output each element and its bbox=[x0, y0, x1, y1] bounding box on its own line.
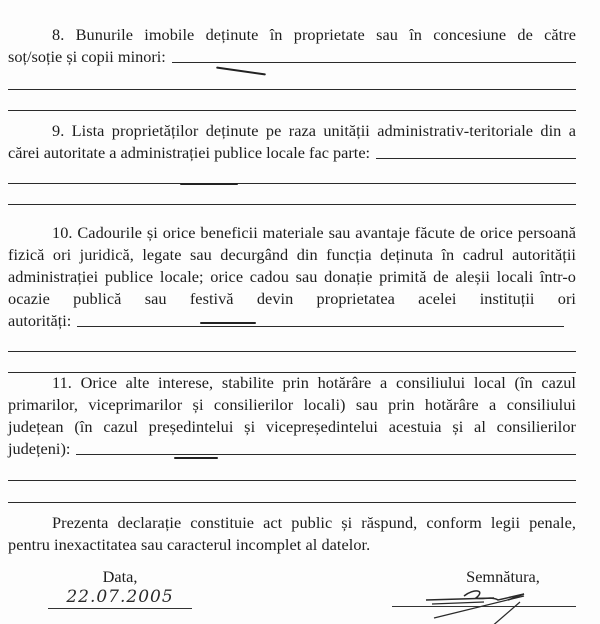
section-8-answer-line-2[interactable] bbox=[8, 89, 576, 90]
section-9-main-text: Lista proprietăților deținute pe raza unității administrativ-teritoriale din a bbox=[71, 121, 576, 140]
section-9-answer-line-1 bbox=[8, 142, 576, 164]
section-9-text bbox=[8, 120, 576, 142]
signature-block bbox=[404, 566, 582, 607]
section-8-answer-line-3[interactable] bbox=[8, 110, 576, 111]
pen-dash-mark bbox=[180, 183, 238, 185]
section-11-text bbox=[8, 372, 576, 438]
section-8-label: soț/soție și copii minori: bbox=[8, 47, 166, 66]
section-9-answer-line-3[interactable] bbox=[8, 204, 576, 205]
date-value-handwritten: 22.07.2005 bbox=[66, 587, 174, 607]
section-10-text bbox=[8, 222, 576, 310]
section-8-main-text: Bunurile imobile deținute în proprietate sau în concesiune de către bbox=[75, 25, 576, 44]
date-label: Data, bbox=[102, 567, 138, 586]
section-10-answer-line-1 bbox=[8, 310, 576, 332]
signature-field[interactable] bbox=[392, 590, 576, 607]
section-9-answer-field[interactable] bbox=[376, 158, 576, 159]
section-9-label: cărei autoritate a administrației publice locale fac parte: bbox=[8, 143, 371, 162]
section-10-answer-line-2[interactable] bbox=[8, 351, 576, 352]
pen-dash-mark bbox=[200, 322, 256, 324]
date-block bbox=[48, 566, 192, 609]
section-10-answer-field[interactable] bbox=[77, 326, 564, 327]
closing-statement-text: Prezenta declarație constituie act public și răspund, conform legii penale, pentru inexactitatea sau caracterul incomplet al datelor. bbox=[8, 513, 576, 554]
section-8-answer-line-1 bbox=[8, 46, 576, 68]
section-11-answer-line-2[interactable] bbox=[8, 480, 576, 481]
section-11-answer-field[interactable] bbox=[76, 454, 576, 455]
section-11-answer-line-3[interactable] bbox=[8, 502, 576, 503]
section-10-number: 10. bbox=[52, 223, 73, 242]
section-8 bbox=[8, 24, 576, 111]
section-9-answer-line-2[interactable] bbox=[8, 183, 576, 184]
section-11-number: 11. bbox=[52, 373, 72, 392]
section-10-label: autorități: bbox=[8, 311, 72, 330]
section-11-label: județeni): bbox=[8, 439, 71, 458]
section-11 bbox=[8, 372, 576, 503]
handwritten-signature-icon bbox=[424, 584, 564, 624]
section-11-answer-line-1 bbox=[8, 438, 576, 460]
section-10 bbox=[8, 222, 576, 373]
closing-statement bbox=[8, 512, 576, 556]
date-field[interactable] bbox=[48, 586, 192, 609]
section-8-text bbox=[8, 24, 576, 46]
section-11-main-text: Orice alte interese, stabilite prin hotărâre a consiliului local (în cazul primarilor, viceprimarilor și consilierilor locali) sau prin hotărâre a consiliului județean (în cazul președintelui și vicepreședintelui acestuia și al consilierilor bbox=[8, 373, 576, 436]
section-8-answer-field[interactable] bbox=[172, 62, 576, 63]
section-9-number: 9. bbox=[52, 121, 65, 140]
section-10-main-text: Cadourile și orice beneficii materiale sau avantaje făcute de orice persoană fizică ori juridică, legate sau decurgând din funcția deținuta în cadrul autorității administrației publice locale; orice cadou sau donație primită de aleșii locali într-o ocazie publică sau festivă devin proprietatea acelei instituții ori bbox=[8, 223, 576, 308]
section-9 bbox=[8, 120, 576, 205]
pen-dash-mark bbox=[174, 457, 218, 459]
signature-label: Semnătura, bbox=[466, 567, 540, 586]
section-8-number: 8. bbox=[52, 25, 65, 44]
